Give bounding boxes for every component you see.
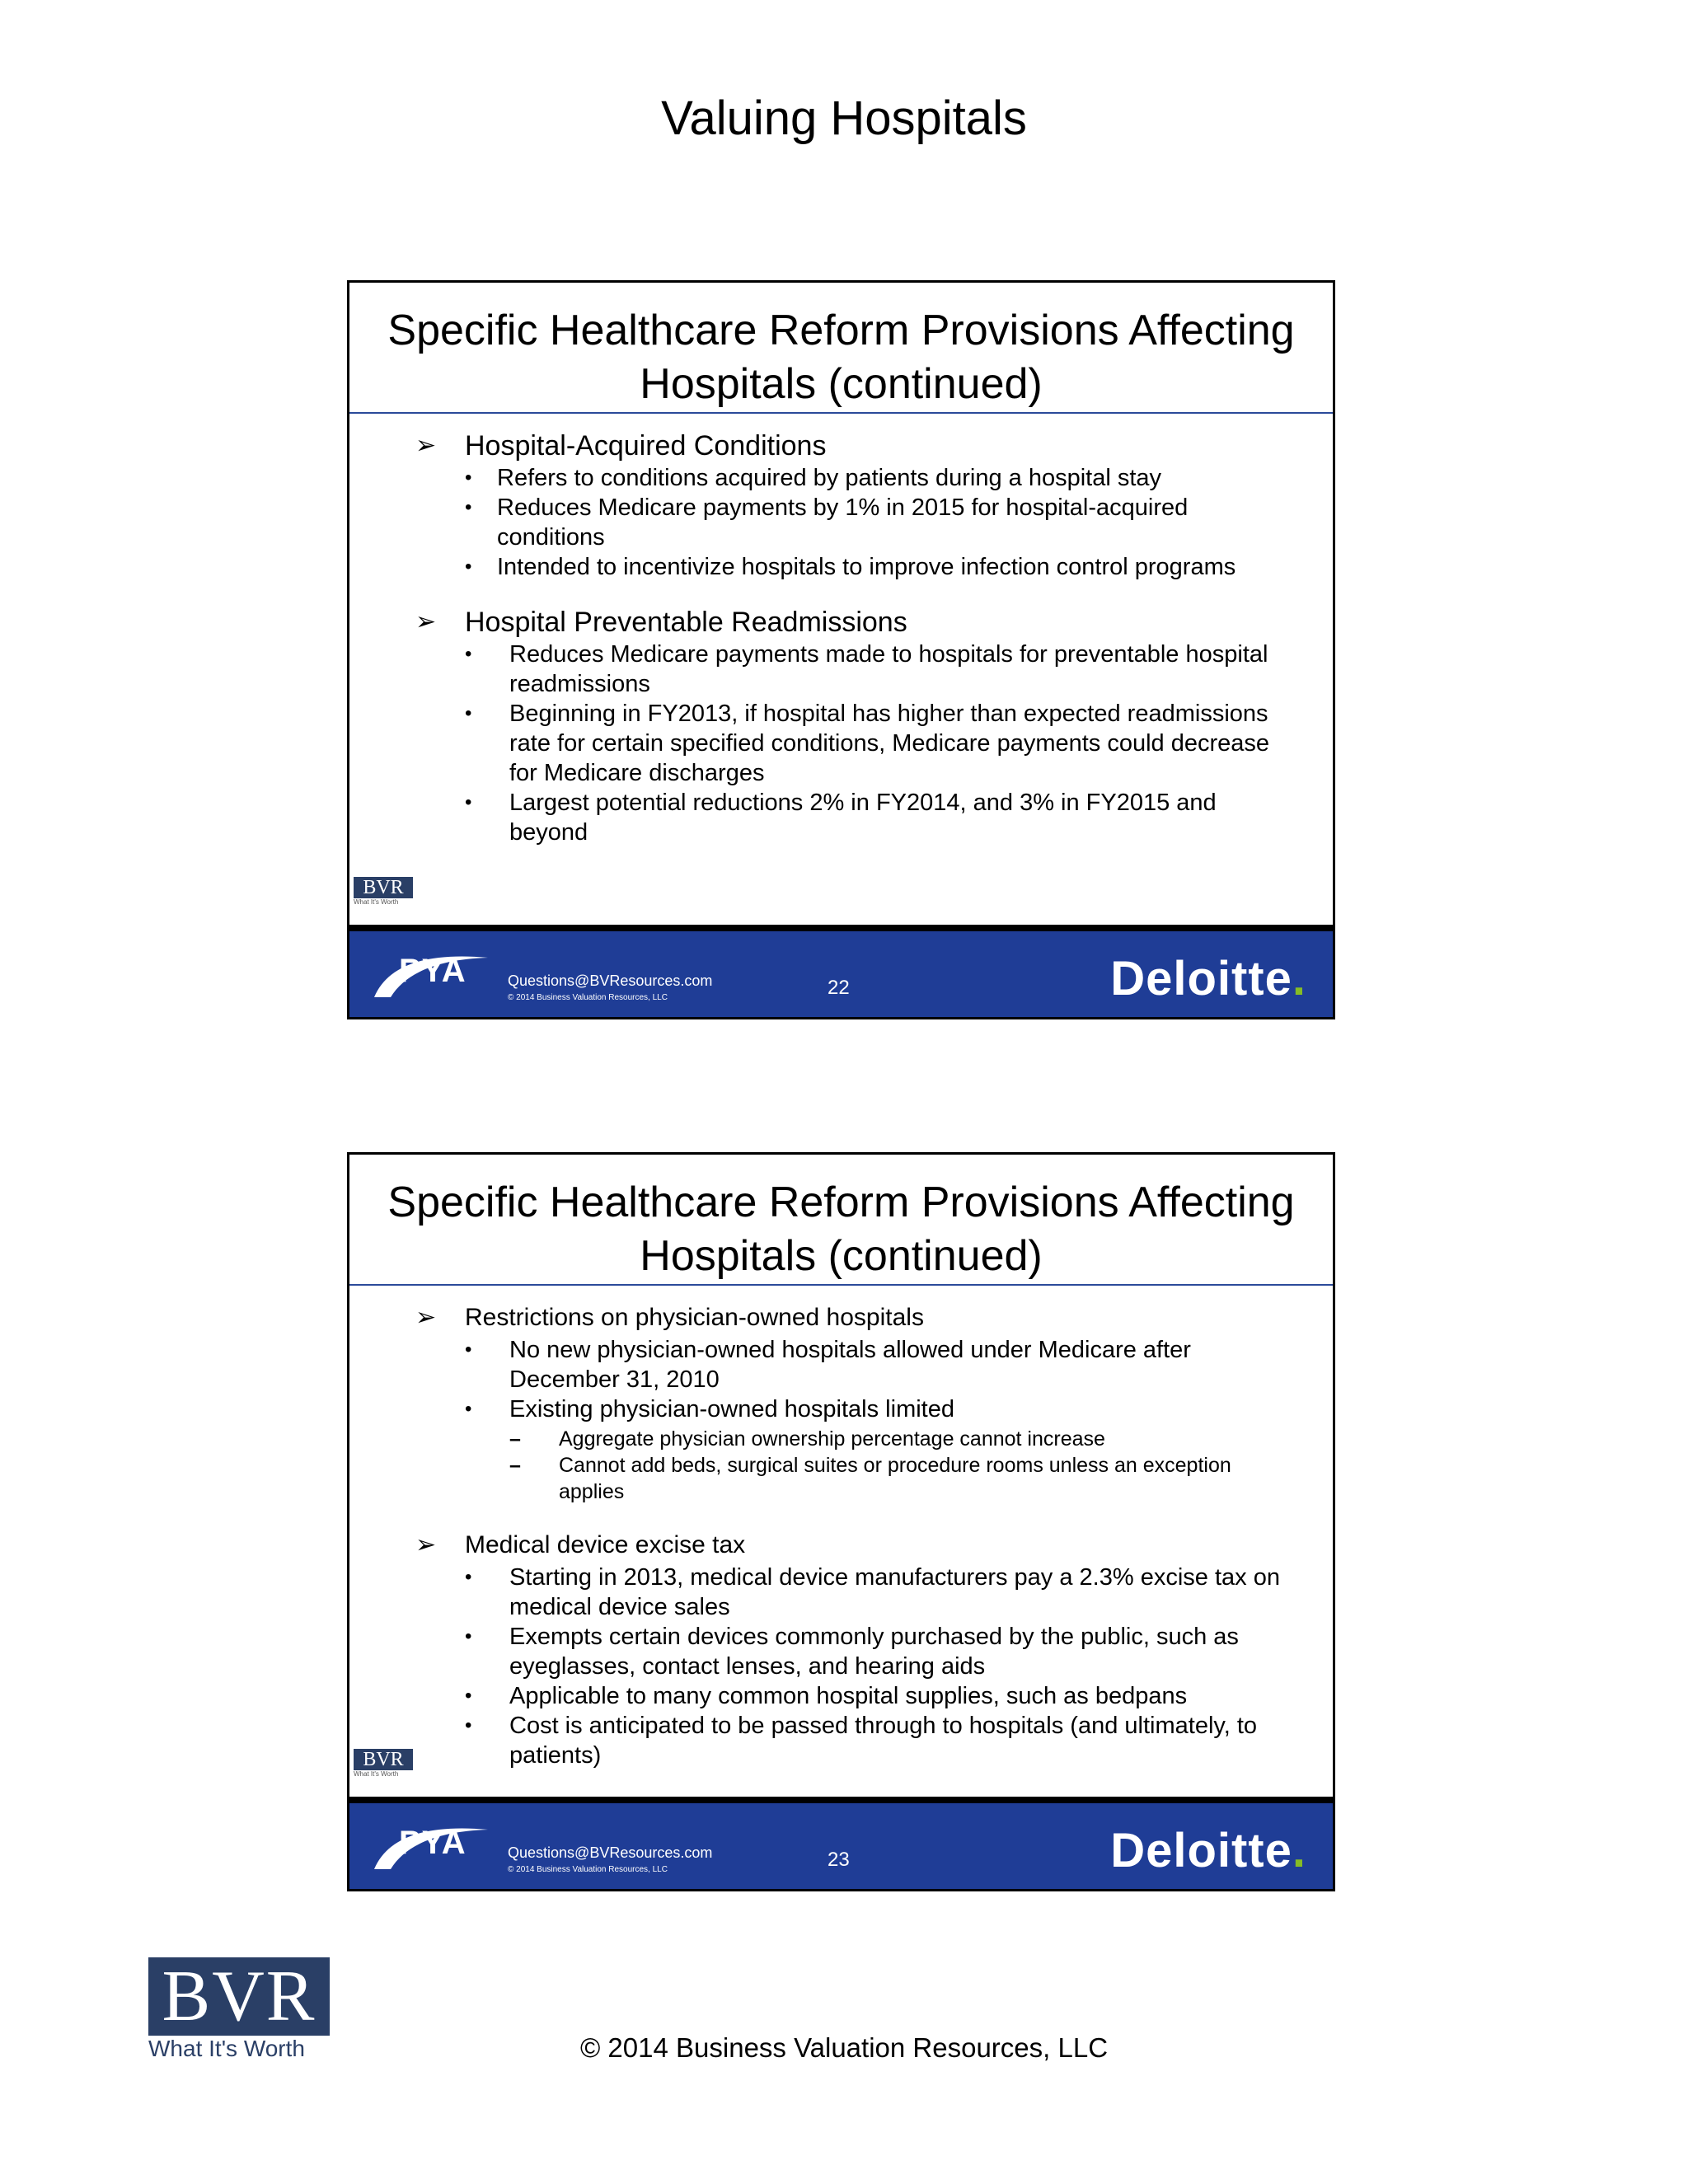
bullet-icon: • bbox=[465, 1625, 472, 1647]
sub-list-item: – Aggregate physician ownership percentage cannot increase bbox=[509, 1427, 1105, 1451]
bullet-icon: • bbox=[465, 1714, 472, 1736]
deloitte-logo: Deloitte. bbox=[1110, 1824, 1306, 1877]
slide-title-line1: Specific Healthcare Reform Provisions Affecting bbox=[387, 1179, 1295, 1226]
arrow-bullet-icon: ➢ bbox=[415, 608, 437, 635]
page-title: Valuing Hospitals bbox=[661, 91, 1027, 145]
bullet-icon: • bbox=[465, 496, 472, 518]
section-item bbox=[415, 607, 1300, 847]
section-heading: Restrictions on physician-owned hospitals bbox=[465, 1304, 924, 1331]
list-item: • Refers to conditions acquired by patients during a hospital stay bbox=[465, 465, 1162, 491]
bvr-logo-small: BVR What It's Worth bbox=[354, 1749, 413, 1780]
bullet-icon: • bbox=[465, 1398, 472, 1420]
section-heading: Hospital-Acquired Conditions bbox=[465, 430, 827, 462]
dash-bullet-icon: – bbox=[509, 1427, 521, 1451]
bvr-logo: BVR What It's Worth bbox=[148, 1957, 330, 2060]
slide-number: 23 bbox=[828, 1849, 850, 1871]
pya-logo: PYA bbox=[399, 953, 467, 989]
slide-title-line2: Hospitals (continued) bbox=[640, 360, 1043, 408]
dash-bullet-icon: – bbox=[509, 1454, 521, 1477]
slide-footer bbox=[349, 925, 1333, 1017]
list-item: • Largest potential reductions 2% in FY2014, and 3% in FY2015 and beyond bbox=[465, 790, 1217, 846]
list-item: • Reduces Medicare payments made to hospitals for preventable hospital readmissions bbox=[465, 641, 1268, 697]
list-item: • Applicable to many common hospital supplies, such as bedpans bbox=[465, 1683, 1188, 1709]
list-item: • Reduces Medicare payments by 1% in 2015 for hospital-acquired conditions bbox=[465, 494, 1189, 551]
list-item: • Intended to incentivize hospitals to improve infection control programs bbox=[465, 554, 1236, 580]
bullet-icon: • bbox=[465, 643, 472, 665]
bullet-icon: • bbox=[465, 1685, 472, 1707]
section-item bbox=[415, 1530, 1300, 1770]
document-footer-copyright: © 2014 Business Valuation Resources, LLC bbox=[579, 2032, 1109, 2063]
section-item bbox=[415, 430, 1300, 582]
section-heading: Medical device excise tax bbox=[465, 1531, 746, 1558]
deloitte-logo: Deloitte. bbox=[1110, 952, 1306, 1005]
section-heading: Hospital Preventable Readmissions bbox=[465, 607, 907, 638]
pya-logo: PYA bbox=[399, 1825, 467, 1861]
list-item: • No new physician-owned hospitals allowed under Medicare after December 31, 2010 bbox=[465, 1337, 1191, 1393]
list-item: • Starting in 2013, medical device manufacturers pay a 2.3% excise tax on medical device sales bbox=[465, 1564, 1280, 1620]
arrow-bullet-icon: ➢ bbox=[415, 1531, 437, 1558]
slide-title bbox=[349, 1176, 1333, 1283]
footer-email: Questions@BVResources.com bbox=[508, 972, 713, 989]
list-item: • Beginning in FY2013, if hospital has higher than expected readmissions rate for certain specified conditions, Medicare payments could decrease for Medicare discharges bbox=[465, 701, 1270, 786]
bullet-icon: • bbox=[465, 1338, 472, 1361]
bullet-icon: • bbox=[465, 702, 472, 724]
list-item: • Exempts certain devices commonly purchased by the public, such as eyeglasses, contact lenses, and hearing aids bbox=[465, 1624, 1239, 1680]
slide-23 bbox=[347, 1152, 1335, 1891]
sub-list-item: – Cannot add beds, surgical suites or procedure rooms unless an exception applies bbox=[509, 1454, 1231, 1503]
slide-22 bbox=[347, 280, 1335, 1019]
slide-header bbox=[349, 283, 1333, 414]
slide-number: 22 bbox=[828, 977, 850, 999]
section-item bbox=[415, 1302, 1300, 1505]
list-item: • Cost is anticipated to be passed through to hospitals (and ultimately, to patients) bbox=[465, 1713, 1258, 1769]
footer-email: Questions@BVResources.com bbox=[508, 1844, 713, 1861]
slide-title-line2: Hospitals (continued) bbox=[640, 1232, 1043, 1280]
bullet-icon: • bbox=[465, 791, 472, 813]
slide-body bbox=[349, 1286, 1333, 1788]
bullet-icon: • bbox=[465, 555, 472, 578]
footer-copyright: © 2014 Business Valuation Resources, LLC bbox=[508, 1865, 668, 1874]
slide-header bbox=[349, 1155, 1333, 1286]
arrow-bullet-icon: ➢ bbox=[415, 1304, 437, 1331]
list-item: • Existing physician-owned hospitals limited – Aggregate physician ownership percentage cannot increase – Cannot add beds, surgical suites or procedure rooms unless an exception applies bbox=[465, 1394, 1300, 1505]
footer-copyright: © 2014 Business Valuation Resources, LLC bbox=[508, 993, 668, 1002]
slide-body bbox=[349, 414, 1333, 916]
slide-footer bbox=[349, 1797, 1333, 1889]
bullet-icon: • bbox=[465, 466, 472, 489]
slide-title-line1: Specific Healthcare Reform Provisions Affecting bbox=[387, 307, 1295, 354]
bullet-icon: • bbox=[465, 1566, 472, 1588]
arrow-bullet-icon: ➢ bbox=[415, 432, 437, 459]
slide-title bbox=[349, 304, 1333, 411]
bvr-logo-small: BVR What It's Worth bbox=[354, 877, 413, 908]
